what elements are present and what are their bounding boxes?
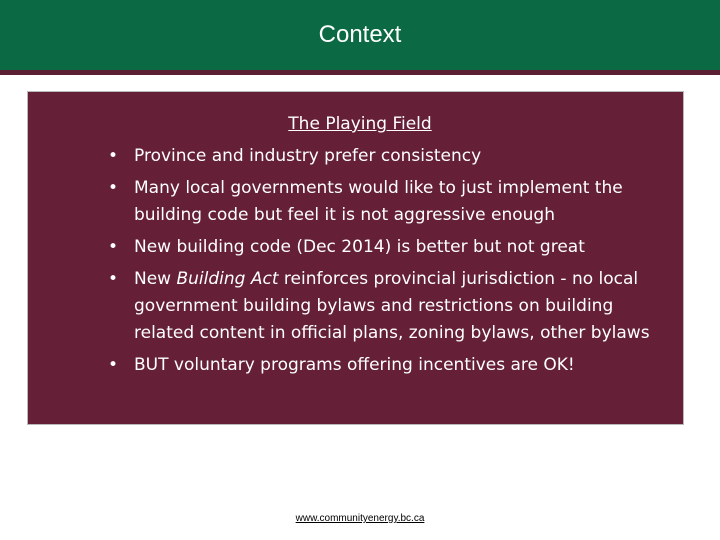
footer-website-link[interactable]: www.communityenergy.bc.ca (295, 513, 425, 524)
list-item-text: Many local governments would like to just implement the building code but feel it is not aggressive enough (134, 178, 623, 225)
list-item-text: BUT voluntary programs offering incentives are OK! (134, 355, 575, 375)
list-item-text-post: reinforces provincial jurisdiction - no local government building bylaws and restrictions on building related content in official plans, zoning bylaws, other bylaws (134, 269, 650, 343)
header-divider (0, 70, 720, 75)
list-item (108, 143, 673, 170)
list-item (108, 175, 673, 229)
footer (0, 513, 720, 524)
bullet-icon: • (108, 269, 119, 289)
bullet-icon: • (108, 178, 119, 198)
bullet-icon: • (108, 146, 119, 166)
list-item (108, 352, 673, 379)
list-item-text-pre: New (134, 269, 177, 289)
page-title: Context (318, 21, 402, 48)
panel-subtitle: The Playing Field (288, 114, 432, 134)
bullet-list (108, 143, 673, 384)
list-item (108, 234, 673, 261)
list-item-text: New building code (Dec 2014) is better but not great (134, 237, 585, 257)
list-item (108, 266, 673, 347)
list-item-text: Province and industry prefer consistency (134, 146, 482, 166)
bullet-icon: • (108, 355, 119, 375)
bullet-icon: • (108, 237, 119, 257)
act-name-emphasis: Building Act (176, 269, 279, 289)
